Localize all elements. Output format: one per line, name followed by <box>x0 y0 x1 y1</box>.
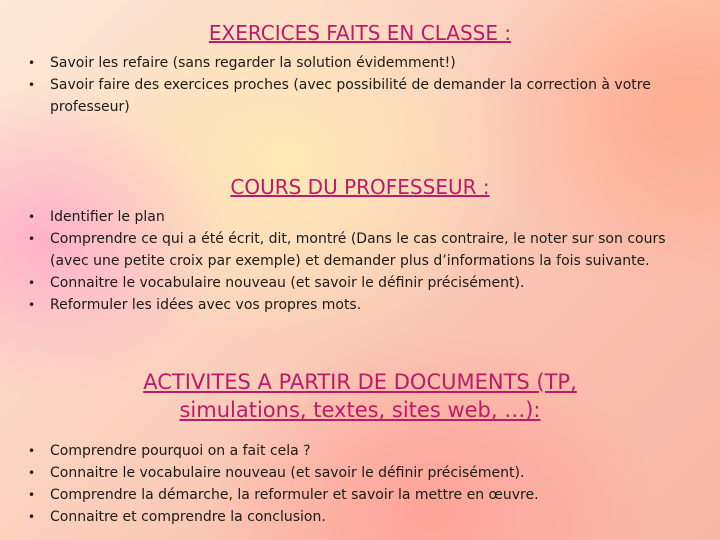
list-item: • Connaitre et comprendre la conclusion. <box>26 506 696 528</box>
bullet-icon: • <box>28 466 36 480</box>
bullet-icon: • <box>28 488 36 502</box>
bullet-icon: • <box>28 56 36 70</box>
bullet-icon: • <box>28 232 36 246</box>
section3-title-line1: ACTIVITES A PARTIR DE DOCUMENTS (TP, <box>143 370 577 394</box>
section1-title: EXERCICES FAITS EN CLASSE : <box>208 21 512 45</box>
bullet-icon: • <box>28 78 36 92</box>
list-item: • Comprendre la démarche, la reformuler et savoir la mettre en œuvre. <box>26 484 696 506</box>
bullet-icon: • <box>28 510 36 524</box>
section2-list <box>26 206 696 316</box>
section3-list <box>26 440 696 528</box>
bullet-icon: • <box>28 444 36 458</box>
list-item: • Identifier le plan <box>26 206 696 228</box>
bullet-icon: • <box>28 210 36 224</box>
bullet-icon: • <box>28 276 36 290</box>
list-item: • Reformuler les idées avec vos propres mots. <box>26 294 696 316</box>
section1-list <box>26 52 696 118</box>
section2-title: COURS DU PROFESSEUR : <box>230 175 490 199</box>
bullet-icon: • <box>28 298 36 312</box>
list-item: • Connaitre le vocabulaire nouveau (et savoir le définir précisément). <box>26 272 696 294</box>
list-item: • Savoir les refaire (sans regarder la solution évidemment!) <box>26 52 696 74</box>
list-item: • Connaitre le vocabulaire nouveau (et savoir le définir précisément). <box>26 462 696 484</box>
section3-title-line2: simulations, textes, sites web, …): <box>179 398 541 423</box>
list-item: • Comprendre pourquoi on a fait cela ? <box>26 440 696 462</box>
list-item: • Comprendre ce qui a été écrit, dit, montré (Dans le cas contraire, le noter sur son cours (avec une petite croix par exemple) et demander plus d’informations la fois suivante. <box>26 228 696 272</box>
list-item: • Savoir faire des exercices proches (avec possibilité de demander la correction à votre professeur) <box>26 74 696 118</box>
section3-title <box>0 368 720 425</box>
